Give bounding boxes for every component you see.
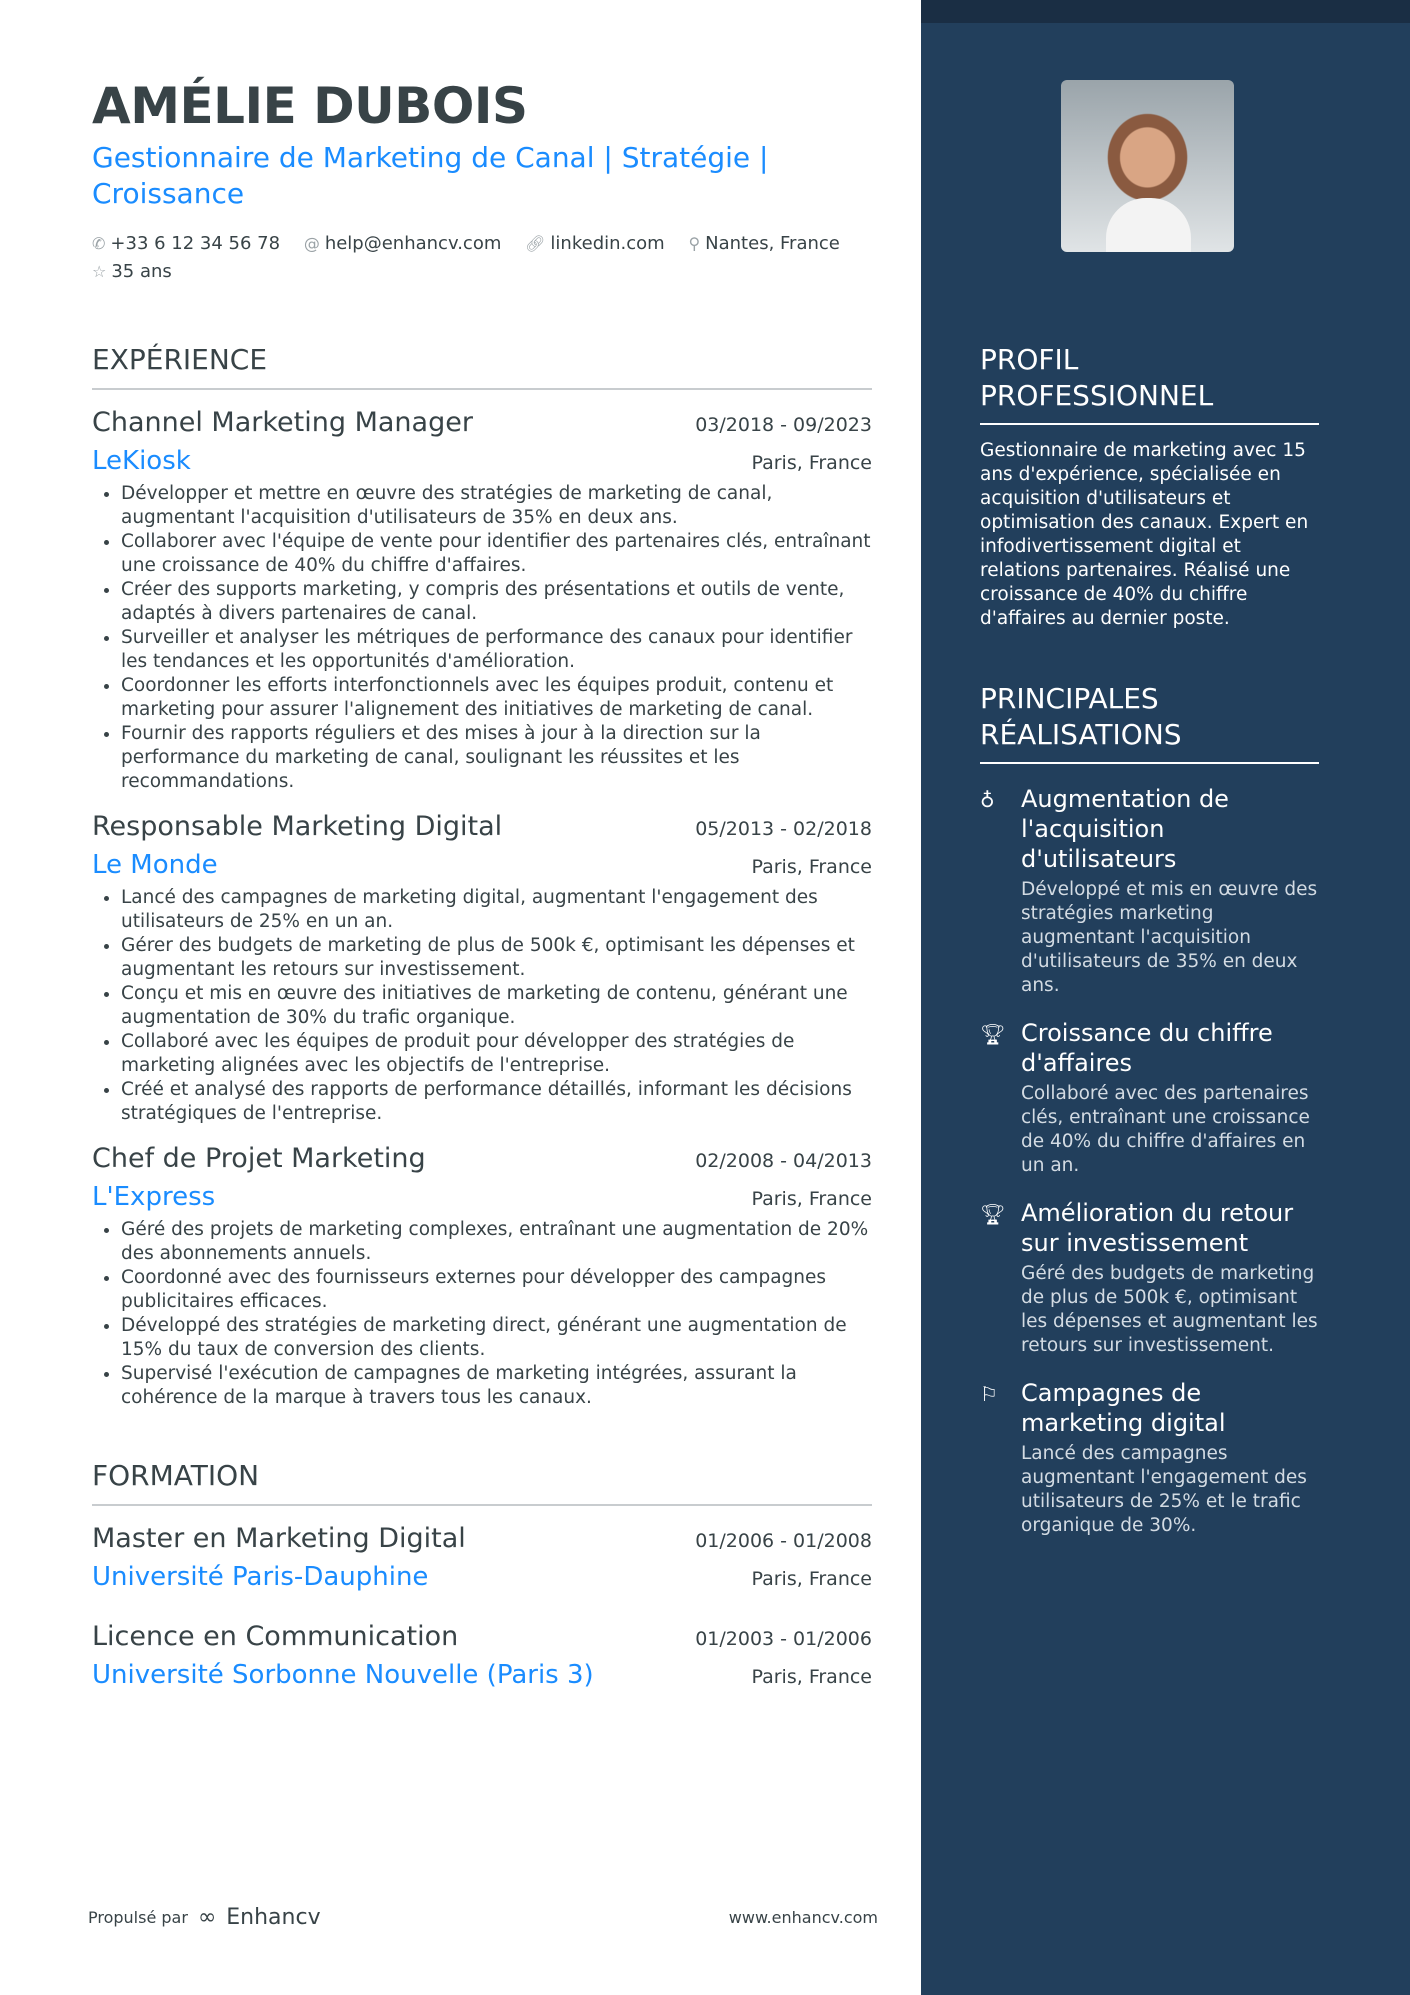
job-title: Responsable Marketing Digital [92,811,503,842]
profile-heading: PROFIL PROFESSIONNEL [980,342,1319,425]
footer-url[interactable]: www.enhancv.com [728,1908,878,1927]
job-bullet: • Créé et analysé des rapports de performance détaillés, informant les décisions stratégiques de l'entreprise. [121,1078,872,1126]
linkedin[interactable]: linkedin.com [550,233,665,254]
job-location: Paris, France [751,856,872,878]
job-bullet: • Gérer des budgets de marketing de plus de 500k €, optimisant les dépenses et augmentant les retours sur investissement. [121,934,872,982]
degree: Master en Marketing Digital [92,1523,466,1554]
job-dates: 02/2008 - 04/2013 [695,1150,872,1172]
phone: +33 6 12 34 56 78 [110,233,281,254]
achievement [980,1018,1319,1178]
contact-info [92,230,872,286]
job-dates: 03/2018 - 09/2023 [695,414,872,436]
brand-name: Enhancv [226,1905,321,1930]
experience-heading: EXPÉRIENCE [92,342,872,390]
education-entry [92,1618,872,1694]
achievement-text: Lancé des campagnes augmentant l'engagement des utilisateurs de 25% et le trafic organique de 30%. [1021,1443,1307,1536]
candidate-title: Gestionnaire de Marketing de Canal | Stratégie | Croissance [92,141,769,210]
at-icon: @ [303,234,320,253]
company: Le Monde [92,850,218,880]
job-bullet: • Développer et mettre en œuvre des stratégies de marketing de canal, augmentant l'acquisition d'utilisateurs de 35% en deux ans. [121,482,872,530]
enhancv-logo-icon: ∞ [197,1905,217,1930]
edu-dates: 01/2006 - 01/2008 [695,1530,872,1552]
achievement [980,1198,1319,1358]
sidebar-top-band [921,0,1410,23]
job-entry [92,1140,872,1410]
job-title: Chef de Projet Marketing [92,1143,426,1174]
job-dates: 05/2013 - 02/2018 [695,818,872,840]
profile-photo [1061,80,1234,252]
achievement-text: Géré des budgets de marketing de plus de 500k €, optimisant les dépenses et augmentant les retours sur investissement. [1021,1263,1318,1356]
job-bullet: • Géré des projets de marketing complexes, entraînant une augmentation de 20% des abonnements annuels. [121,1218,872,1266]
job-bullet: • Développé des stratégies de marketing direct, générant une augmentation de 15% du taux de conversion des clients. [121,1314,872,1362]
sidebar [921,0,1410,1995]
achievement-title: Croissance du chiffre d'affaires [1021,1019,1273,1077]
phone-icon: ✆ [92,234,106,253]
trophy-icon: 🏆︎ [980,1022,1006,1046]
education-heading: FORMATION [92,1458,872,1506]
location: Nantes, France [705,233,840,254]
flag-icon: ⚐ [980,1382,998,1406]
edu-dates: 01/2003 - 01/2006 [695,1628,872,1650]
job-bullet: • Collaboré avec les équipes de produit pour développer des stratégies de marketing alignées avec les objectifs de l'entreprise. [121,1030,872,1078]
achievement-title: Amélioration du retour sur investissement [1021,1199,1294,1257]
job-bullet: • Collaborer avec l'équipe de vente pour identifier des partenaires clés, entraînant une croissance de 40% du chiffre d'affaires. [121,530,872,578]
degree: Licence en Communication [92,1621,459,1652]
profile-text: Gestionnaire de marketing avec 15 ans d'expérience, spécialisée en acquisition d'utilisateurs et optimisation des canaux. Expert en infodivertissement digital et relations partenaires. Réalisé une croissance de 40% du chiffre d'affaires au dernier poste. [980,440,1309,629]
company: LeKiosk [92,446,191,476]
achievement-title: Campagnes de marketing digital [1021,1379,1226,1437]
company: L'Express [92,1182,216,1212]
school: Université Sorbonne Nouvelle (Paris 3) [92,1660,594,1690]
job-location: Paris, France [751,452,872,474]
powered-by: Propulsé par [88,1908,188,1927]
lightbulb-icon: ♁ [980,788,995,812]
achievement-title: Augmentation de l'acquisition d'utilisateurs [1021,785,1229,873]
job-bullet: • Coordonné avec des fournisseurs externes pour développer des campagnes publicitaires efficaces. [121,1266,872,1314]
job-title: Channel Marketing Manager [92,407,473,438]
age: 35 ans [111,261,172,282]
edu-location: Paris, France [751,1666,872,1688]
job-bullet: • Coordonner les efforts interfonctionnels avec les équipes produit, contenu et marketing pour assurer l'alignement des initiatives de marketing de canal. [121,674,872,722]
email[interactable]: help@enhancv.com [324,233,502,254]
achievement [980,1378,1319,1538]
footer [88,1905,878,1930]
job-bullet: • Supervisé l'exécution de campagnes de marketing intégrées, assurant la cohérence de la marque à travers tous les canaux. [121,1362,872,1410]
school: Université Paris-Dauphine [92,1562,429,1592]
job-entry [92,808,872,1126]
main-column [92,74,872,1694]
location-pin-icon: ⚲ [688,234,701,253]
job-bullet: • Conçu et mis en œuvre des initiatives de marketing de contenu, générant une augmentation de 30% du trafic organique. [121,982,872,1030]
job-bullet: • Fournir des rapports réguliers et des mises à jour à la direction sur la performance du marketing de canal, soulignant les réussites et les recommandations. [121,722,872,794]
link-icon: 🔗︎ [525,234,546,253]
education-entry [92,1520,872,1596]
achievement-text: Développé et mis en œuvre des stratégies marketing augmentant l'acquisition d'utilisateurs de 35% en deux ans. [1021,879,1318,996]
job-bullet: • Surveiller et analyser les métriques de performance des canaux pour identifier les tendances et les opportunités d'amélioration. [121,626,872,674]
job-bullet: • Lancé des campagnes de marketing digital, augmentant l'engagement des utilisateurs de 25% en un an. [121,886,872,934]
achievements-heading: PRINCIPALES RÉALISATIONS [980,681,1319,764]
edu-location: Paris, France [751,1568,872,1590]
achievement [980,784,1319,998]
job-entry [92,404,872,794]
star-icon: ☆ [92,262,107,281]
candidate-name: AMÉLIE DUBOIS [92,77,528,135]
job-bullet: • Créer des supports marketing, y compris des présentations et outils de vente, adaptés à divers partenaires de canal. [121,578,872,626]
job-location: Paris, France [751,1188,872,1210]
trophy-icon: 🏆︎ [980,1202,1006,1226]
achievement-text: Collaboré avec des partenaires clés, entraînant une croissance de 40% du chiffre d'affaires en un an. [1021,1083,1310,1176]
